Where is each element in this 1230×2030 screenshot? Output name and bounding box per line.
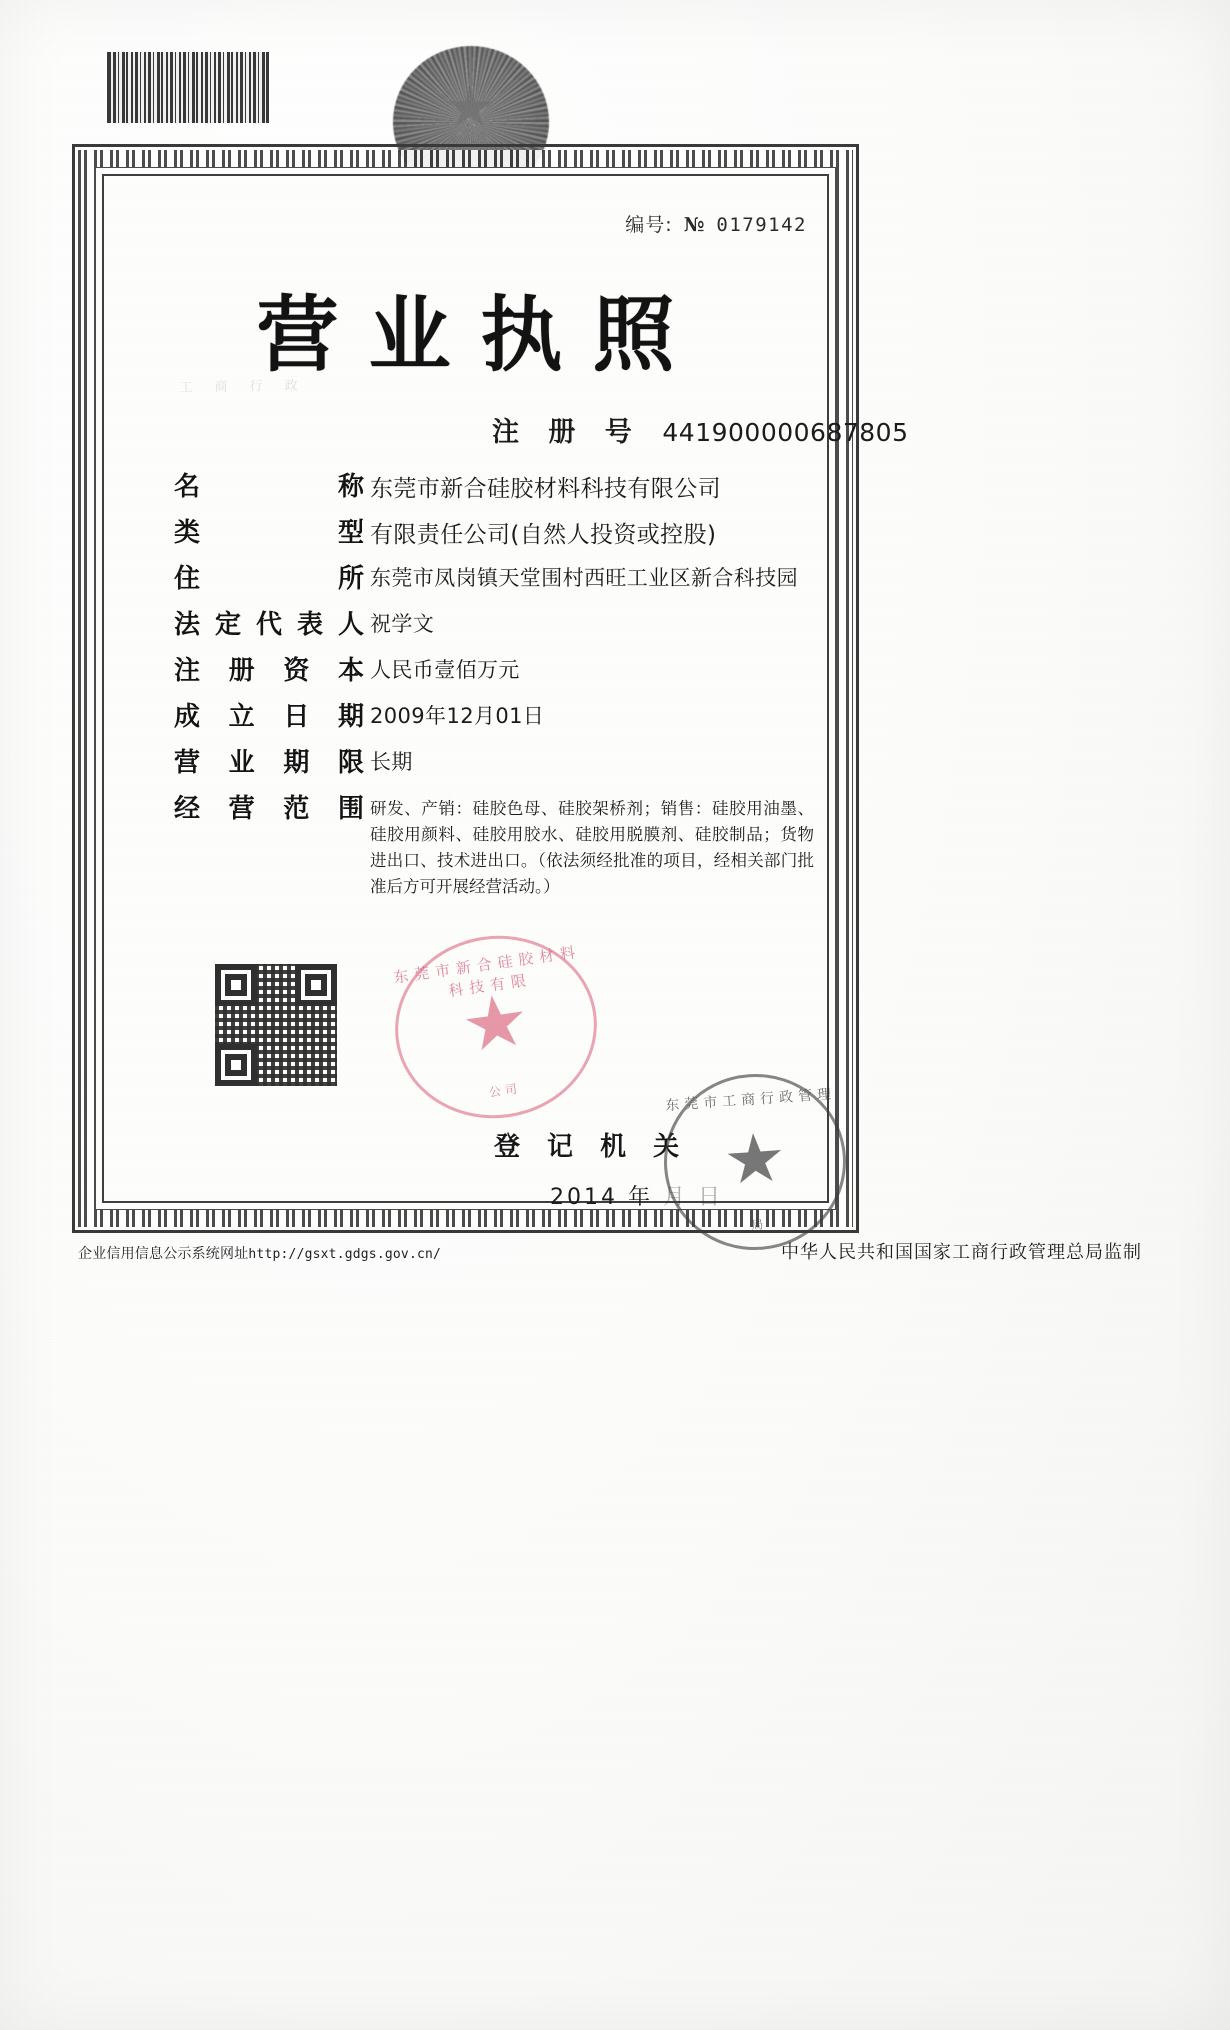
registration-number-line <box>492 410 909 449</box>
serial-no-mark: № <box>683 214 706 236</box>
field-address-value: 东莞市凤岗镇天堂围村西旺工业区新合科技园 <box>370 566 798 590</box>
label-char: 代 <box>255 610 282 640</box>
field-type-label <box>174 512 370 549</box>
barcode <box>107 52 269 123</box>
field-legal-representative-value: 祝学文 <box>370 612 435 636</box>
field-legal-representative-label <box>174 604 370 641</box>
seal-star-icon <box>725 1131 785 1189</box>
label-char: 定 <box>214 610 241 640</box>
label-char: 限 <box>337 748 364 778</box>
bureau-seal-top-text: 东莞市工商行政管理 <box>664 1086 837 1115</box>
label-char: 住 <box>174 564 201 594</box>
label-char: 围 <box>337 794 364 824</box>
company-seal-stamp <box>383 923 608 1131</box>
issue-day-char: 日 <box>698 1185 724 1210</box>
label-char: 表 <box>296 610 323 640</box>
registration-number-value: 441900000687805 <box>662 418 909 447</box>
field-business-term-label <box>174 742 370 779</box>
serial-digits: 0179142 <box>716 214 807 236</box>
label-char: 营 <box>174 748 201 778</box>
qr-finder-icon <box>295 964 337 1006</box>
label-char: 期 <box>337 702 364 732</box>
issue-year: 2014 <box>550 1185 618 1210</box>
label-char: 营 <box>228 794 255 824</box>
footer-issuer: 中华人民共和国国家工商行政管理总局监制 <box>781 1242 1142 1263</box>
faint-watermark-text: 工商行政 <box>179 378 320 396</box>
qr-finder-icon <box>215 964 257 1006</box>
label-char: 称 <box>337 472 364 502</box>
field-type <box>174 512 814 549</box>
seal-star-icon <box>462 991 529 1057</box>
bureau-seal-stamp <box>658 1068 852 1256</box>
registration-number-label: 注 册 号 <box>492 417 642 448</box>
serial-label: 编号: <box>625 214 673 236</box>
label-char: 人 <box>337 610 364 640</box>
footer-credit-url: http://gsxt.gdgs.gov.cn/ <box>248 1247 442 1262</box>
label-char: 型 <box>337 518 364 548</box>
company-seal-top-text: 东莞市新合硅胶材料科技有限 <box>392 942 583 1001</box>
bureau-seal-bottom-text: 局 <box>750 1217 768 1233</box>
field-business-scope-value: 研发、产销：硅胶色母、硅胶架桥剂；销售：硅胶用油墨、硅胶用颜料、硅胶用胶水、硅胶用脱膜剂、硅胶制品；货物进出口、技术进出口。（依法须经批准的项目，经相关部门批准后方可开展经营活动。） <box>370 799 814 896</box>
field-legal-representative <box>174 604 814 641</box>
field-registered-capital-value: 人民币壹佰万元 <box>370 658 520 682</box>
field-registered-capital <box>174 650 814 687</box>
field-establish-date-value: 2009年12月01日 <box>370 704 545 728</box>
label-char: 业 <box>228 748 255 778</box>
field-address-label <box>174 558 370 595</box>
footer-credit-website <box>78 1243 441 1263</box>
field-address <box>174 558 814 595</box>
field-name-value: 东莞市新合硅胶材料科技有限公司 <box>370 476 721 502</box>
label-char: 立 <box>228 702 255 732</box>
label-char: 经 <box>174 794 201 824</box>
label-char: 类 <box>174 518 201 548</box>
qr-finder-icon <box>215 1044 257 1086</box>
label-char: 本 <box>337 656 364 686</box>
issue-month-char: 月 <box>663 1185 689 1210</box>
field-establish-date <box>174 696 814 733</box>
label-char: 所 <box>337 564 364 594</box>
field-establish-date-label <box>174 696 370 733</box>
label-char: 法 <box>174 610 201 640</box>
registry-authority-label: 登 记 机 关 <box>494 1132 689 1162</box>
issue-year-char: 年 <box>628 1185 654 1210</box>
label-char: 册 <box>228 656 255 686</box>
certificate-content <box>102 174 909 1233</box>
footer-credit-prefix: 企业信用信息公示系统网址 <box>78 1246 249 1262</box>
page-title: 营业执照 <box>256 287 705 383</box>
label-char: 资 <box>283 656 310 686</box>
certificate-frame <box>72 144 909 1233</box>
field-business-term-value: 长期 <box>370 750 413 774</box>
field-name-label <box>174 466 370 503</box>
serial-number <box>625 210 807 237</box>
label-char: 成 <box>174 702 201 732</box>
label-char: 名 <box>174 472 201 502</box>
qr-code <box>215 964 337 1086</box>
field-name <box>174 466 814 503</box>
field-list <box>174 466 814 909</box>
field-business-scope-label <box>174 788 370 825</box>
field-type-value: 有限责任公司(自然人投资或控股) <box>370 522 717 548</box>
field-business-term <box>174 742 814 779</box>
company-seal-bottom-text: 公司 <box>488 1081 522 1100</box>
label-char: 范 <box>283 794 310 824</box>
label-char: 注 <box>174 656 201 686</box>
label-char: 期 <box>283 748 310 778</box>
label-char: 日 <box>283 702 310 732</box>
field-business-scope <box>174 788 814 900</box>
field-registered-capital-label <box>174 650 370 687</box>
